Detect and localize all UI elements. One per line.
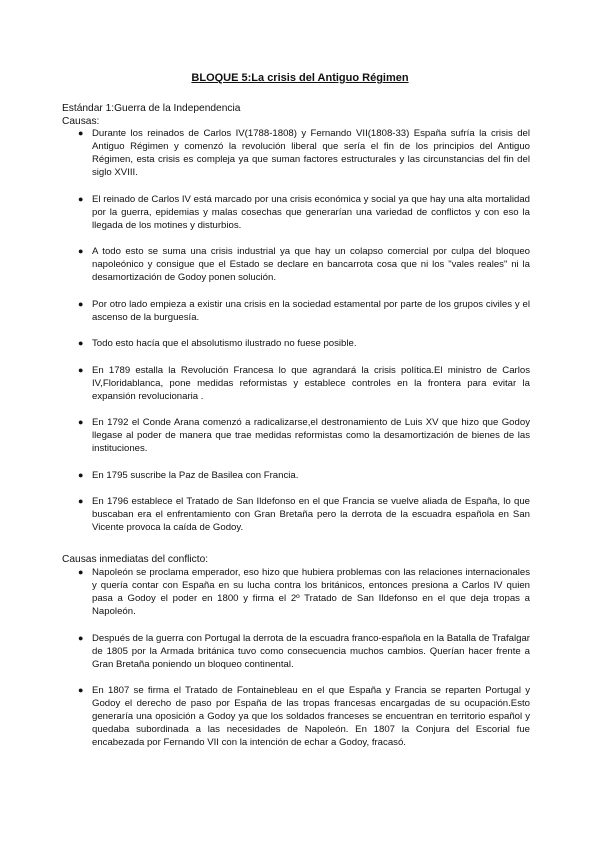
standard-heading: Estándar 1:Guerra de la Independencia — [62, 103, 241, 114]
bullet-icon: ● — [78, 338, 84, 348]
bullet-icon: ● — [78, 632, 84, 643]
bullet-icon: ● — [78, 496, 84, 506]
list-item: ● En 1795 suscribe la Paz de Basilea con Francia. — [78, 469, 299, 481]
bullet-icon: ● — [78, 298, 84, 309]
page-title: BLOQUE 5:La crisis del Antiguo Régimen — [191, 72, 409, 84]
bullet-icon: ● — [78, 246, 84, 256]
bullet-icon: ● — [78, 128, 84, 138]
list-item: ● En 1789 estalla la Revolución Francesa lo que agrandará la crisis política.El ministro de Carlos IV,Floridablanca, pone medidas reformistas y establece controles en la frontera para evitar la expansión revolucionaria . — [78, 364, 530, 402]
immediate-causes-list — [78, 566, 530, 749]
list-item: ● Napoleón se proclama emperador, eso hizo que hubiera problemas con las relaciones internacionales y quería contar con España en su lucha contra los británicos, entonces presiona a Carlos IV quien pasa a Godoy el poder en 1800 y firma el 2º Tratado de San Ildefonso en el que deja tropas a Napoleón. — [78, 567, 530, 617]
list-item: ● Todo esto hacía que el absolutismo ilustrado no fuese posible. — [78, 338, 357, 349]
causes-label: Causas: — [62, 116, 100, 127]
list-item: ● En 1807 se firma el Tratado de Fontainebleau en el que España y Francia se reparten Portugal y Godoy el derecho de paso por España de las tropas francesas encargadas de su ocupación.Esto generaría una oposición a Godoy ya que los soldados franceses se encuentran en territorio español y quedaba subordinada a las necesidades de Napoleón. En 1807 la Conjura del Escorial fue encabezada por Fernando VII con la intención de echar a Godoy, fracasó. — [78, 685, 530, 748]
bullet-icon: ● — [78, 417, 84, 427]
bullet-icon: ● — [78, 364, 84, 375]
list-item: ● Durante los reinados de Carlos IV(1788-1808) y Fernando VII(1808-33) España sufría la crisis del Antiguo Régimen y comenzó la revolución liberal que sería el fin de los principios del Antiguo Régimen, esta crisis es compleja ya que suman factores estructurales y las circunstancias del fin del siglo XVIII. — [78, 128, 530, 178]
immediate-causes-label: Causas inmediatas del conflicto: — [62, 554, 209, 565]
list-item: ● El reinado de Carlos IV está marcado por una crisis económica y social ya que hay una alta mortalidad por la guerra, epidemias y malas cosechas que generarían una variedad de conflictos y con eso la llegada de los motines y disturbios. — [78, 193, 530, 231]
list-item: ● Después de la guerra con Portugal la derrota de la escuadra franco-española en la Batalla de Trafalgar de 1805 por la Armada británica tuvo como consecuencia muchos cambios. Querían hacer frente a Gran Bretaña poniendo un bloqueo continental. — [78, 632, 530, 670]
list-item: ● Por otro lado empieza a existir una crisis en la sociedad estamental por parte de los grupos civiles y el ascenso de la burguesía. — [78, 298, 530, 323]
bullet-icon: ● — [78, 685, 84, 695]
causes-list — [78, 127, 530, 534]
list-item: ● A todo esto se suma una crisis industrial ya que hay un colapso comercial por culpa del bloqueo napoleónico y consigue que el Estado se declare en bancarrota cosa que ni los "vales reales" ni la desamortización de Godoy ponen solución. — [78, 246, 530, 283]
list-item: ● En 1796 establece el Tratado de San Ildefonso en el que Francia se vuelve aliada de España, lo que buscaban era el enfrentamiento con Gran Bretaña pero la derrota de la escuadra española en San Vicente provoca la caída de Godoy. — [78, 496, 530, 533]
bullet-icon: ● — [78, 469, 84, 480]
list-item: ● En 1792 el Conde Arana comenzó a radicalizarse,el destronamiento de Luis XV que hizo que Godoy llegase al poder de manera que trae medidas reformistas como la desamortización de bienes de las instituciones. — [78, 417, 530, 454]
bullet-icon: ● — [78, 567, 84, 577]
bullet-icon: ● — [78, 193, 84, 204]
